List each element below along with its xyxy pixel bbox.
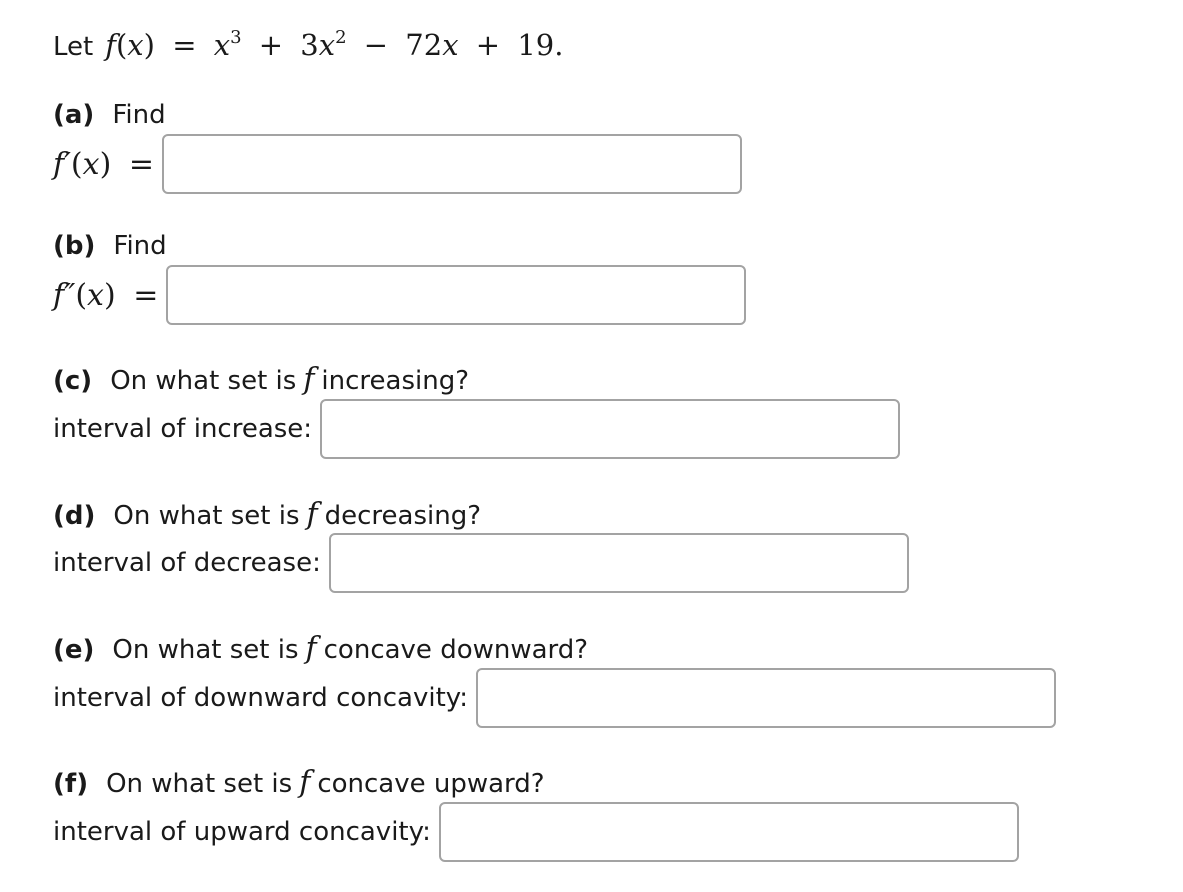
problem-page xyxy=(53,0,1163,892)
part-a-equals: = xyxy=(128,146,154,182)
part-d-field-label: interval of decrease: xyxy=(53,548,321,578)
part-e-prompt-before: On what set is xyxy=(112,635,299,665)
part-d-prompt-f: f xyxy=(306,497,318,532)
part-a-answer-input[interactable] xyxy=(162,134,742,194)
part-d-prompt-before: On what set is xyxy=(113,501,300,531)
part-d-answer-row xyxy=(53,533,909,593)
term3-base: x xyxy=(442,28,459,62)
constant-term: 19. xyxy=(517,28,564,62)
part-a-var: x xyxy=(82,146,100,182)
part-b-lhs: f″(x) = xyxy=(53,277,159,313)
part-b-func: f″ xyxy=(53,277,76,313)
part-b-prompt: Find xyxy=(113,231,167,261)
part-e-answer-row xyxy=(53,668,1056,728)
part-e-label: (e) xyxy=(53,635,95,665)
func-name: f xyxy=(105,28,116,62)
part-a-label: (a) xyxy=(53,100,95,130)
term1-exp: 3 xyxy=(230,27,242,48)
part-a-answer-row xyxy=(53,134,742,194)
part-e-answer-input[interactable] xyxy=(476,668,1056,728)
minus-sign: − xyxy=(363,28,389,62)
term1-base: x xyxy=(213,28,231,62)
part-f-prompt-after: concave upward? xyxy=(317,769,545,799)
part-b-heading xyxy=(53,231,167,261)
part-d-prompt-after: decreasing? xyxy=(324,501,482,531)
part-d-heading xyxy=(53,497,481,532)
intro-text: Let xyxy=(53,32,94,62)
part-b-equals: = xyxy=(133,277,159,313)
part-f-heading xyxy=(53,765,545,800)
term2-coef: 3 xyxy=(300,28,319,62)
part-d-label: (d) xyxy=(53,501,96,531)
part-e-prompt-f: f xyxy=(305,631,317,666)
part-c-answer-row xyxy=(53,399,900,459)
plus-sign-2: + xyxy=(475,28,501,62)
part-c-heading xyxy=(53,362,469,397)
part-d-answer-input[interactable] xyxy=(329,533,909,593)
part-a-heading xyxy=(53,100,166,130)
term2-base: x xyxy=(318,28,336,62)
part-e-prompt-after: concave downward? xyxy=(323,635,589,665)
part-f-label: (f) xyxy=(53,769,89,799)
function-definition: $f(x) = x^3 + 3x^2 - 72x + 19$. xyxy=(105,27,564,62)
part-a-func: f′ xyxy=(53,146,71,182)
part-c-prompt-f: f xyxy=(303,362,315,397)
problem-statement xyxy=(53,28,563,62)
term3-coef: 72 xyxy=(405,28,443,62)
part-b-var: x xyxy=(87,277,104,313)
term2-exp: 2 xyxy=(335,27,347,48)
part-f-prompt-f: f xyxy=(299,765,311,800)
part-c-prompt-after: increasing? xyxy=(321,366,470,396)
part-c-field-label: interval of increase: xyxy=(53,414,313,444)
plus-sign-1: + xyxy=(258,28,284,62)
part-e-heading xyxy=(53,631,588,666)
part-a-prompt: Find xyxy=(112,100,166,130)
func-var: x xyxy=(127,28,144,62)
part-f-field-label: interval of upward concavity: xyxy=(53,817,431,847)
part-b-answer-row xyxy=(53,265,746,325)
part-e-field-label: interval of downward concavity: xyxy=(53,683,469,713)
part-f-answer-row xyxy=(53,802,1019,862)
part-f-prompt-before: On what set is xyxy=(106,769,293,799)
part-f-answer-input[interactable] xyxy=(439,802,1019,862)
part-c-answer-input[interactable] xyxy=(320,399,900,459)
equals-sign: = xyxy=(172,28,197,62)
part-c-label: (c) xyxy=(53,366,93,396)
part-b-answer-input[interactable] xyxy=(166,265,746,325)
part-b-label: (b) xyxy=(53,231,96,261)
part-a-lhs: f′(x) = xyxy=(53,146,154,182)
part-c-prompt-before: On what set is xyxy=(110,366,297,396)
